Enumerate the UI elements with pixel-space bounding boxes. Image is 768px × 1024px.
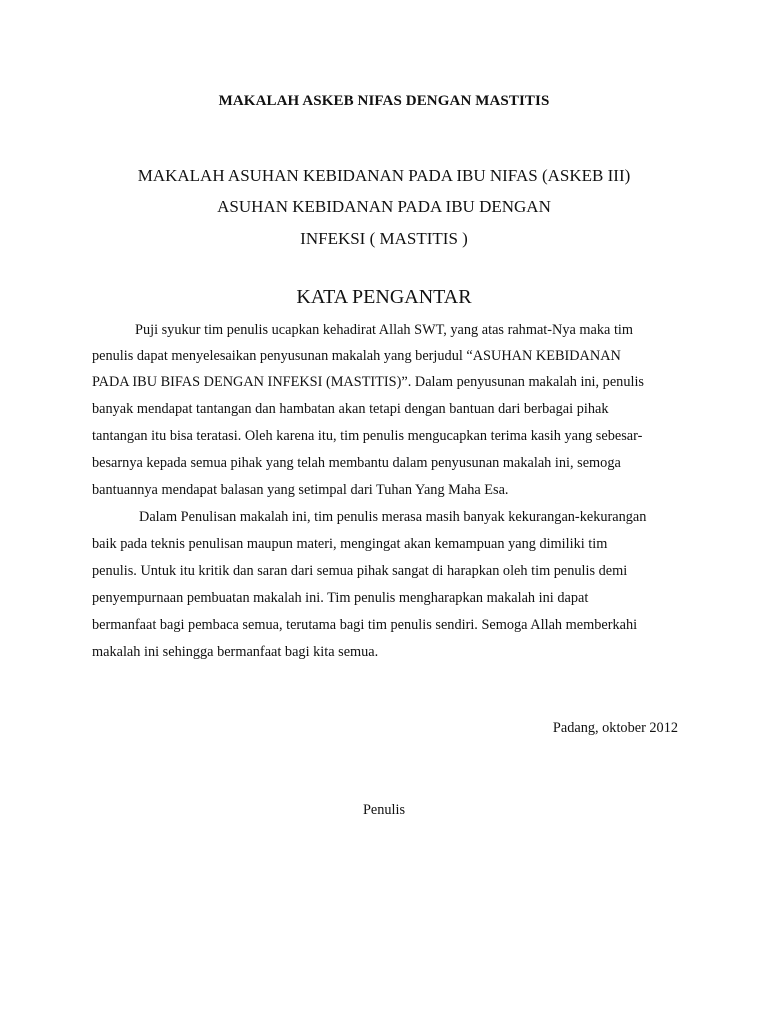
- paragraph-line: baik pada teknis penulisan maupun materi, mengingat akan kemampuan yang dimiliki tim: [92, 536, 608, 552]
- paragraph-line: penulis dapat menyelesaikan penyusunan makalah yang berjudul “ASUHAN KEBIDANAN: [92, 348, 621, 364]
- author-signature: Penulis: [362, 802, 406, 818]
- paragraph-line: tantangan itu bisa teratasi. Oleh karena itu, tim penulis mengucapkan terima kasih yang sebesar-: [92, 428, 643, 444]
- document-title: MAKALAH ASKEB NIFAS DENGAN MASTITIS: [218, 93, 550, 109]
- paragraph-line: banyak mendapat tantangan dan hambatan akan tetapi dengan bantuan dari berbagai pihak: [92, 401, 609, 417]
- place-date: Padang, oktober 2012: [552, 720, 678, 736]
- paragraph-line: bermanfaat bagi pembaca semua, terutama bagi tim penulis sendiri. Semoga Allah memberkahi: [92, 617, 638, 633]
- subtitle-line: ASUHAN KEBIDANAN PADA IBU DENGAN: [217, 197, 551, 216]
- paragraph-line: besarnya kepada semua pihak yang telah membantu dalam penyusunan makalah ini, semoga: [92, 455, 621, 471]
- paragraph-line: Dalam Penulisan makalah ini, tim penulis merasa masih banyak kekurangan-kekurangan: [139, 509, 647, 525]
- paragraph-line: PADA IBU BIFAS DENGAN INFEKSI (MASTITIS)”. Dalam penyusunan makalah ini, penulis: [92, 374, 644, 390]
- paragraph-line: Puji syukur tim penulis ucapkan kehadirat Allah SWT, yang atas rahmat-Nya maka tim: [135, 322, 634, 338]
- paragraph-line: penyempurnaan pembuatan makalah ini. Tim penulis mengharapkan makalah ini dapat: [92, 590, 589, 606]
- paragraph-line: makalah ini sehingga bermanfaat bagi kita semua.: [92, 644, 379, 660]
- paragraph-line: penulis. Untuk itu kritik dan saran dari semua pihak sangat di harapkan oleh tim penulis demi: [92, 563, 628, 579]
- section-heading: KATA PENGANTAR: [296, 286, 472, 308]
- paragraph-line: bantuannya mendapat balasan yang setimpal dari Tuhan Yang Maha Esa.: [92, 482, 509, 498]
- subtitle-line: INFEKSI ( MASTITIS ): [300, 229, 468, 248]
- subtitle-line: MAKALAH ASUHAN KEBIDANAN PADA IBU NIFAS (ASKEB III): [137, 166, 631, 185]
